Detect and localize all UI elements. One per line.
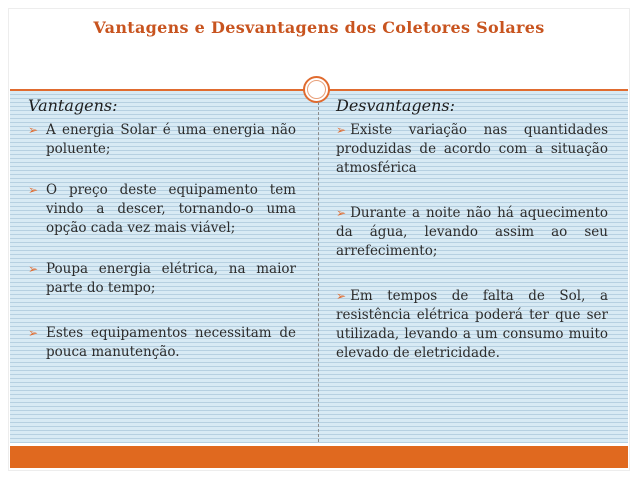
arrow-bullet-icon: ➢	[336, 206, 347, 220]
arrow-bullet-icon: ➢	[28, 326, 39, 340]
slide-title: Vantagens e Desvantagens dos Coletores Solares	[93, 18, 545, 37]
arrow-bullet-icon: ➢	[336, 123, 347, 137]
footer-bar	[10, 446, 628, 468]
disadvantage-item	[336, 121, 608, 178]
advantage-item	[28, 181, 296, 238]
column-divider	[318, 102, 319, 442]
disadvantage-text: Existe variação nas quantidades produzidas de acordo com a situação atmosférica	[336, 122, 608, 176]
circle-ornament-icon	[303, 76, 330, 103]
arrow-bullet-icon: ➢	[28, 262, 39, 276]
disadvantage-item	[336, 287, 608, 363]
arrow-bullet-icon: ➢	[28, 123, 39, 137]
advantages-heading: Vantagens:	[28, 96, 118, 115]
advantage-text: A energia Solar é uma energia não poluente;	[46, 122, 296, 157]
disadvantage-item	[336, 204, 608, 261]
advantage-item	[28, 324, 296, 362]
disadvantages-heading: Desvantagens:	[336, 96, 455, 115]
disadvantage-text: Em tempos de falta de Sol, a resistência elétrica poderá ter que ser utilizada, levando a um consumo muito elevado de eletricidade.	[336, 288, 608, 361]
advantage-text: Poupa energia elétrica, na maior parte do tempo;	[46, 261, 296, 296]
arrow-bullet-icon: ➢	[336, 289, 347, 303]
arrow-bullet-icon: ➢	[28, 183, 39, 197]
advantages-column	[28, 96, 296, 362]
advantage-text: O preço deste equipamento tem vindo a descer, tornando-o uma opção cada vez mais viável;	[46, 182, 296, 236]
advantage-text: Estes equipamentos necessitam de pouca manutenção.	[46, 325, 296, 360]
advantage-item	[28, 260, 296, 298]
disadvantages-column	[336, 96, 608, 363]
advantage-item	[28, 121, 296, 159]
disadvantage-text: Durante a noite não há aquecimento da água, levando assim ao seu arrefecimento;	[336, 205, 608, 259]
